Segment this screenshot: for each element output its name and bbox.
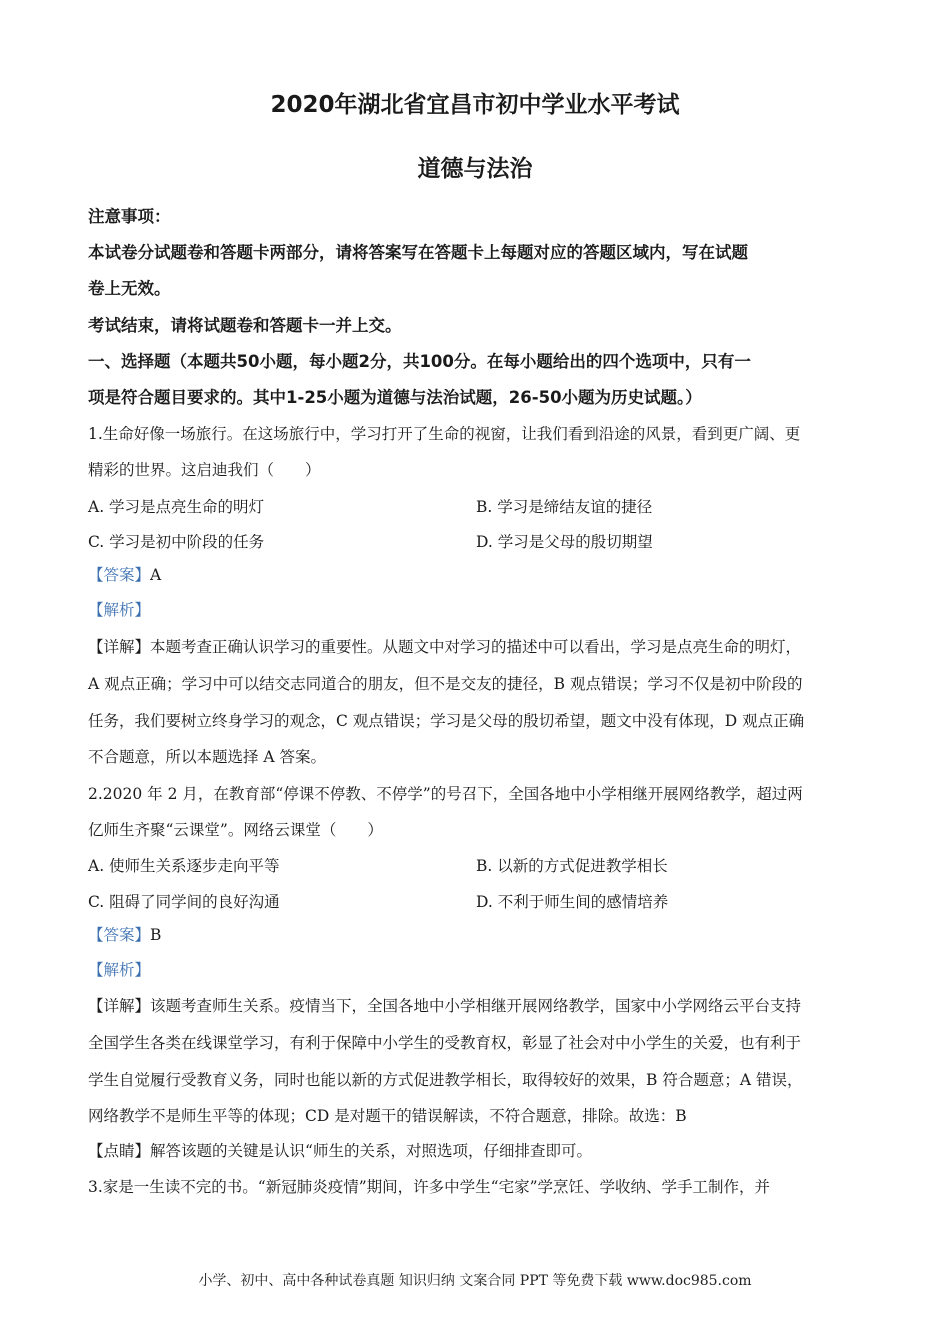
q1-detail-line-2: A 观点正确；学习中可以结交志同道合的朋友，但不是交友的捷径，B 观点错误；学习不仅是初中阶段的 — [88, 675, 803, 693]
q1-detail-line-1 — [88, 637, 868, 657]
notice-heading: 注意事项： — [88, 207, 171, 226]
answer-tag: 【答案】 — [88, 926, 151, 944]
q1-option-c: C. 学习是初中阶段的任务 — [88, 533, 265, 551]
section-line-2: 项是符合题目要求的。其中1-25小题为道德与法治试题，26-50小题为历史试题。） — [88, 388, 702, 407]
q1-analysis-tag: 【解析】 — [88, 601, 151, 619]
subject-title: 道德与法治 — [417, 156, 533, 182]
q2-point-line — [88, 1141, 868, 1161]
q2-answer — [88, 925, 868, 945]
notice-line-2: 卷上无效。 — [88, 279, 171, 298]
q2-detail-line-3: 学生自觉履行受教育义务，同时也能以新的方式促进教学相长，取得较好的效果，B 符合题意；A 错误， — [88, 1071, 803, 1089]
detail-tag: 【详解】 — [88, 997, 151, 1015]
q1-detail-line-4: 不合题意，所以本题选择 A 答案。 — [88, 748, 327, 766]
answer-tag: 【答案】 — [88, 566, 151, 584]
detail-tag: 【详解】 — [88, 638, 151, 656]
q1-stem-line-1: 1.生命好像一场旅行。在这场旅行中，学习打开了生命的视窗，让我们看到沿途的风景，看到更广阔、更 — [88, 425, 801, 443]
q2-detail-line-2: 全国学生各类在线课堂学习，有利于保障中小学生的受教育权，彰显了社会对中小学生的关爱，也有利于 — [88, 1034, 802, 1052]
detail-text: 该题考查师生关系。疫情当下，全国各地中小学相继开展网络教学，国家中小学网络云平台支持 — [150, 997, 802, 1015]
q2-option-c: C. 阻碍了同学间的良好沟通 — [88, 893, 280, 911]
q2-stem-line-1: 2.2020 年 2 月，在教育部“停课不停教、不停学”的号召下，全国各地中小学相继开展网络教学，超过两 — [88, 785, 803, 803]
q2-detail-line-1 — [88, 996, 868, 1016]
q1-detail-line-3: 任务，我们要树立终身学习的观念，C 观点错误；学习是父母的殷切希望，题文中没有体现，D 观点正确 — [88, 712, 805, 730]
answer-value: B — [150, 926, 162, 944]
q1-option-a: A. 学习是点亮生命的明灯 — [88, 498, 265, 516]
answer-value: A — [150, 566, 162, 584]
point-tag: 【点睛】 — [88, 1142, 151, 1160]
q2-option-d: D. 不利于师生间的感情培养 — [476, 893, 669, 911]
exam-title: 2020年湖北省宜昌市初中学业水平考试 — [270, 92, 680, 118]
q2-option-b: B. 以新的方式促进教学相长 — [476, 857, 668, 875]
q2-stem-line-2: 亿师生齐聚“云课堂”。网络云课堂（ ） — [88, 821, 383, 839]
page-footer: 小学、初中、高中各种试卷真题 知识归纳 文案合同 PPT 等免费下载 www.doc985.com — [198, 1273, 752, 1289]
q3-stem-line-1: 3.家是一生读不完的书。“新冠肺炎疫情”期间，许多中学生“宅家”学烹饪、学收纳、学手工制作，并 — [88, 1178, 770, 1196]
q1-option-d: D. 学习是父母的殷切期望 — [476, 533, 653, 551]
q2-analysis-tag: 【解析】 — [88, 961, 151, 979]
q1-stem-line-2: 精彩的世界。这启迪我们（ ） — [88, 461, 321, 479]
point-text: 解答该题的关键是认识“师生的关系，对照选项，仔细排查即可。 — [150, 1142, 592, 1160]
q1-answer — [88, 565, 868, 585]
notice-line-3: 考试结束，请将试题卷和答题卡一并上交。 — [88, 316, 402, 335]
q2-detail-line-4: 网络教学不是师生平等的体现；CD 是对题干的错误解读，不符合题意，排除。故选：B — [88, 1107, 687, 1125]
section-line-1: 一、选择题（本题共50小题，每小题2分，共100分。在每小题给出的四个选项中，只有一 — [88, 352, 751, 371]
q1-option-b: B. 学习是缔结友谊的捷径 — [476, 498, 653, 516]
q2-option-a: A. 使师生关系逐步走向平等 — [88, 857, 280, 875]
notice-line-1: 本试卷分试题卷和答题卡两部分，请将答案写在答题卡上每题对应的答题区域内，写在试题 — [88, 243, 748, 262]
detail-text: 本题考查正确认识学习的重要性。从题文中对学习的描述中可以看出，学习是点亮生命的明灯， — [150, 638, 802, 656]
